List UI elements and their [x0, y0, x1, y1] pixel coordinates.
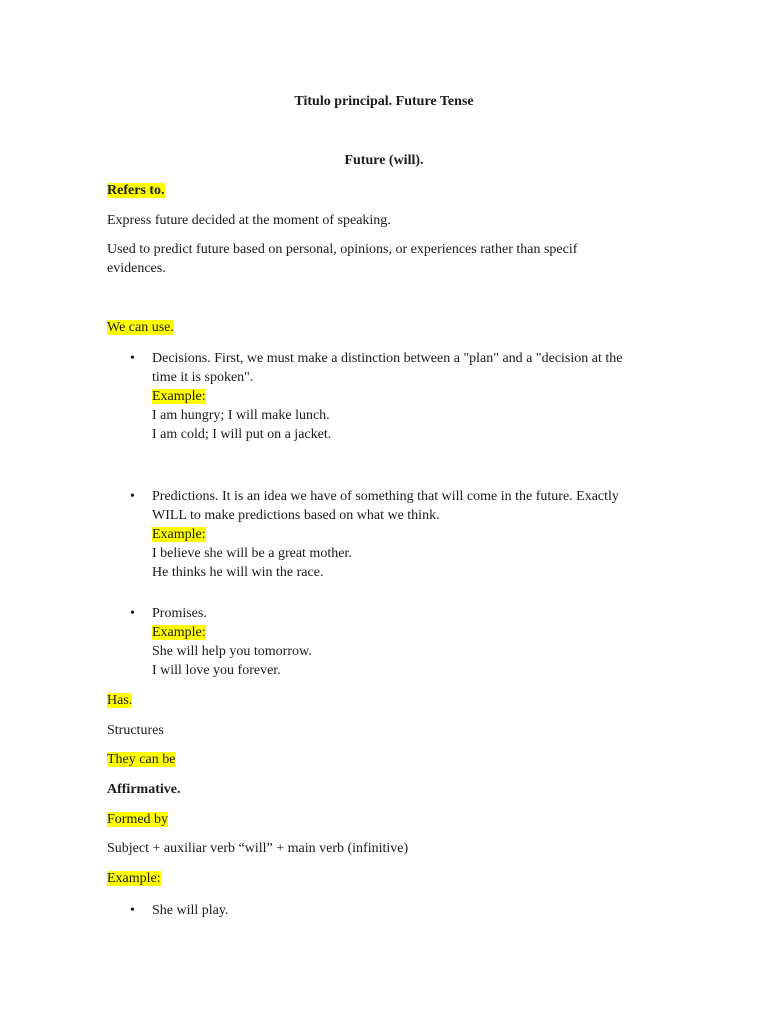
example-sentence: She will play.: [152, 903, 229, 918]
we-can-use-label: [107, 318, 174, 337]
example-label: [152, 623, 672, 642]
structures-text: Structures: [107, 723, 164, 738]
refers-label: [107, 181, 165, 200]
list-item-body: [152, 604, 672, 680]
they-can-be-label-text: They can be: [107, 752, 176, 767]
example-label-text: Example:: [152, 625, 206, 640]
section-title: Future (will).: [344, 153, 424, 168]
example-sentence: She will help you tomorrow.: [152, 644, 312, 659]
use-line-1: Decisions. First, we must make a distinction between a "plan" and a "decision at the: [152, 351, 623, 366]
bullet-icon: •: [130, 606, 135, 621]
has-label-text: Has.: [107, 693, 133, 708]
use-line-1: Predictions. It is an idea we have of something that will come in the future. Exactly: [152, 489, 619, 504]
refers-line-2a: Used to predict future based on personal, opinions, or experiences rather than specif: [107, 242, 578, 257]
example-sentence: I will love you forever.: [152, 663, 281, 678]
bullet-icon: •: [130, 903, 135, 918]
example-sentence: I am hungry; I will make lunch.: [152, 408, 330, 423]
example-label: [152, 525, 672, 544]
example-sentence: I believe she will be a great mother.: [152, 546, 352, 561]
formed-by-label: [107, 810, 168, 829]
example-label-text: Example:: [107, 871, 161, 886]
example-label: [107, 869, 161, 888]
example-label-text: Example:: [152, 527, 206, 542]
example-label: [152, 387, 672, 406]
list-item-body: [152, 487, 672, 582]
structure-formula: Subject + auxiliar verb “will” + main verb (infinitive): [107, 841, 409, 856]
refers-line-1: Express future decided at the moment of speaking.: [107, 213, 391, 228]
use-line-2: time it is spoken".: [152, 370, 254, 385]
main-title: Titulo principal. Future Tense: [294, 94, 474, 109]
has-label: [107, 691, 132, 710]
they-can-be-label: [107, 750, 175, 769]
refers-label-text: Refers to.: [107, 183, 165, 198]
formed-by-label-text: Formed by: [107, 812, 169, 827]
example-sentence: I am cold; I will put on a jacket.: [152, 427, 332, 442]
use-line-2: WILL to make predictions based on what we think.: [152, 508, 440, 523]
example-label-text: Example:: [152, 389, 206, 404]
bullet-icon: •: [130, 489, 135, 504]
use-line-1: Promises.: [152, 606, 207, 621]
list-item-body: [152, 349, 672, 444]
bullet-icon: •: [130, 351, 135, 366]
affirmative-heading: Affirmative.: [107, 782, 181, 797]
we-can-use-label-text: We can use.: [107, 320, 174, 335]
example-sentence: He thinks he will win the race.: [152, 565, 324, 580]
refers-line-2b: evidences.: [107, 261, 166, 276]
refers-paragraph-2: [107, 240, 707, 278]
